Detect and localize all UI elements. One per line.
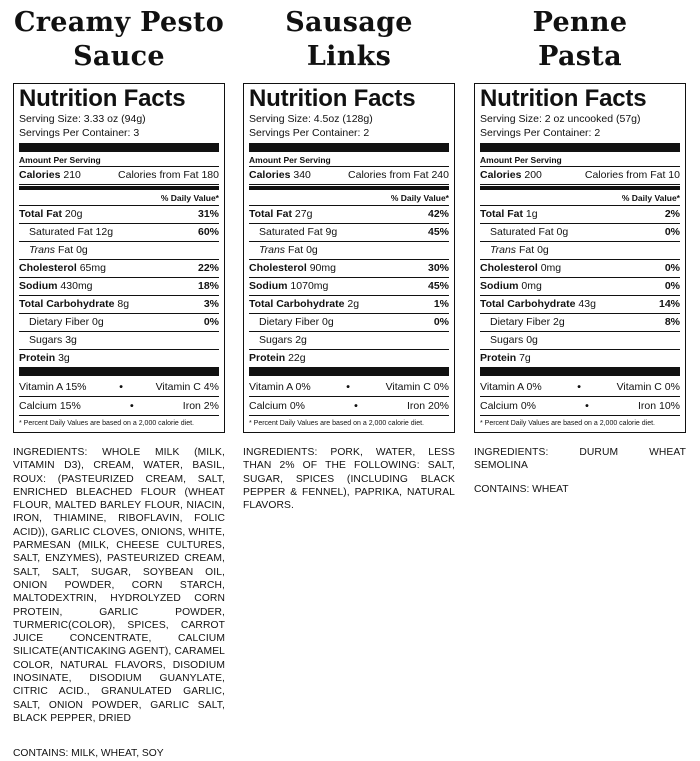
- nutrient-percent: 22%: [197, 262, 219, 274]
- nutrient-amount: 0mg: [540, 262, 562, 274]
- nutrient-row: [480, 242, 680, 260]
- nutrient-amount: 0g: [526, 334, 538, 346]
- nutrient-amount: 0g: [556, 226, 569, 238]
- calories-label: Calories: [480, 169, 522, 181]
- nutrient-label: Protein: [19, 352, 56, 364]
- bullet-icon: •: [577, 381, 581, 393]
- bullet-icon: •: [354, 400, 358, 412]
- nutrient-row: [19, 206, 219, 224]
- nutrient-label: Dietary Fiber: [490, 316, 551, 328]
- nutrient-percent: 0%: [433, 316, 449, 328]
- thick-divider: [249, 143, 449, 152]
- nutrient-amount: Fat 0g: [518, 244, 549, 256]
- nutrient-label: Trans: [29, 244, 56, 256]
- nutrient-label: Saturated Fat: [490, 226, 554, 238]
- iron: Iron 2%: [182, 400, 219, 412]
- nutrient-percent: 0%: [664, 280, 680, 292]
- nutrient-percent: 18%: [197, 280, 219, 292]
- nutrient-percent: 2%: [664, 208, 680, 220]
- ingredients-text: INGREDIENTS: DURUM WHEAT SEMOLINA: [474, 447, 686, 472]
- nutrient-label: Total Carbohydrate: [19, 298, 115, 310]
- nutrient-percent: 60%: [197, 226, 219, 238]
- vitamin-a: Vitamin A 15%: [19, 381, 87, 393]
- nutrient-amount: 2g: [553, 316, 565, 328]
- calories-from-fat: Calories from Fat 180: [118, 169, 219, 181]
- nutrient-percent: 8%: [664, 316, 680, 328]
- nutrient-row: [249, 296, 449, 314]
- calories-label: Calories: [249, 169, 291, 181]
- nutrient-percent: 0%: [664, 226, 680, 238]
- nutrient-amount: 43g: [578, 298, 596, 310]
- calcium: Calcium 0%: [249, 400, 306, 412]
- nutrient-label: Trans: [259, 244, 286, 256]
- nutrient-percent: 0%: [203, 316, 219, 328]
- product-title: [243, 0, 455, 80]
- nutrient-label: Cholesterol: [19, 262, 77, 274]
- nutrient-label: Cholesterol: [249, 262, 307, 274]
- nutrient-row: [249, 350, 449, 367]
- nutrient-amount: 12g: [95, 226, 114, 238]
- servings-per-container: Servings Per Container: 3: [19, 127, 140, 139]
- nutrient-row: [249, 260, 449, 278]
- thick-divider: [480, 367, 680, 376]
- nutrient-row: [19, 278, 219, 296]
- nutrient-label: Total Fat: [480, 208, 523, 220]
- nutrient-percent: 45%: [427, 280, 449, 292]
- allergen-contains: CONTAINS: MILK, WHEAT, SOY: [13, 748, 164, 760]
- nutrient-amount: 0g: [92, 316, 104, 328]
- product-title: [474, 0, 686, 80]
- nutrition-facts-panel: [474, 83, 686, 433]
- nutrient-row: [19, 242, 219, 260]
- nutrient-percent: 1%: [433, 298, 449, 310]
- nutrient-label: Sodium: [249, 280, 288, 292]
- nutrient-label: Total Carbohydrate: [249, 298, 345, 310]
- product-column: [474, 0, 686, 496]
- panel-title: Nutrition Facts: [19, 85, 186, 112]
- mineral-row: [480, 397, 680, 415]
- nutrient-row: [480, 350, 680, 367]
- nutrient-row: [19, 224, 219, 242]
- product-title-line: Sausage: [285, 7, 413, 38]
- nutrient-percent: 31%: [197, 208, 219, 220]
- nutrient-label: Total Fat: [249, 208, 292, 220]
- mineral-row: [19, 397, 219, 415]
- iron: Iron 20%: [406, 400, 449, 412]
- product-title-line: Links: [306, 41, 392, 72]
- daily-value-header: % Daily Value*: [480, 191, 680, 206]
- vitamin-c: Vitamin C 0%: [616, 381, 680, 393]
- nutrient-row: [480, 224, 680, 242]
- vitamin-row: [249, 378, 449, 397]
- vitamin-c: Vitamin C 4%: [155, 381, 219, 393]
- calories-row: [480, 167, 680, 185]
- calories-from-fat: Calories from Fat 240: [348, 169, 449, 181]
- nutrient-amount: 3g: [58, 352, 70, 364]
- nutrient-amount: 22g: [288, 352, 306, 364]
- nutrient-amount: 65mg: [79, 262, 106, 274]
- nutrient-amount: 20g: [64, 208, 83, 220]
- panel-title: Nutrition Facts: [249, 85, 416, 112]
- product-column: [243, 0, 455, 512]
- footnote: * Percent Daily Values are based on a 2,000 calorie diet.: [249, 415, 449, 429]
- amount-per-serving: Amount Per Serving: [249, 154, 449, 167]
- nutrient-label: Dietary Fiber: [29, 316, 90, 328]
- daily-value-header: % Daily Value*: [249, 191, 449, 206]
- nutrient-amount: Fat 0g: [57, 244, 88, 256]
- calories-label: Calories: [19, 169, 61, 181]
- nutrient-row: [480, 296, 680, 314]
- calories-value: 340: [293, 169, 311, 181]
- amount-per-serving: Amount Per Serving: [19, 154, 219, 167]
- bullet-icon: •: [346, 381, 350, 393]
- nutrient-row: [249, 206, 449, 224]
- product-title-line: Penne: [532, 7, 628, 38]
- medium-divider: [249, 186, 449, 190]
- nutrient-row: [249, 278, 449, 296]
- nutrient-amount: 3g: [65, 334, 77, 346]
- nutrient-row: [249, 224, 449, 242]
- nutrient-amount: 90mg: [309, 262, 336, 274]
- product-column: [13, 0, 225, 760]
- nutrient-row: [480, 314, 680, 332]
- vitamin-c: Vitamin C 0%: [385, 381, 449, 393]
- iron: Iron 10%: [637, 400, 680, 412]
- ingredients-text: INGREDIENTS: WHOLE MILK (MILK, VITAMIN D3), CREAM, WATER, BASIL, ROUX: (PASTEURIZED CREAM, SALT, ENRICHED BLEACHED FLOUR (WHEAT FLOUR, MALTED BARLEY FLOUR, NIACIN, IRON, THIAMINE, RIBOFLAVIN, FOLIC ACID)), GARLIC CLOVES, ONIONS, WHITE, PARMESAN (MILK, CHEESE CULTURES, SALT, ENZYMES), PASTEURIZED CREAM, SALT, SALT, SUGAR, SOYBEAN OIL, ONION POWDER, CORN STARCH, MALTODEXTRIN, HYDROLYZED CORN PROTEIN, GARLIC POWDER, TURMERIC(COLOR), SPICES, CARROT JUICE CONCENTRATE, CALCIUM SILICATE(ANTICAKING AGENT), CARAMEL COLOR, NATURAL FLAVORS, DISODIUM INOSINATE, DISODIUM GUANYLATE, CITRIC ACID., GRANULATED GARLIC, SALT, ONION POWDER, GARLIC SALT, BLACK PEPPER, DRIED: [13, 447, 225, 724]
- nutrient-percent: 30%: [427, 262, 449, 274]
- nutrient-label: Sugars: [490, 334, 524, 346]
- allergen-contains: CONTAINS: WHEAT: [474, 483, 569, 495]
- nutrient-amount: 2g: [295, 334, 307, 346]
- nutrient-label: Saturated Fat: [29, 226, 93, 238]
- nutrient-percent: 0%: [664, 262, 680, 274]
- nutrient-row: [19, 332, 219, 350]
- serving-size: Serving Size: 3.33 oz (94g): [19, 113, 146, 125]
- product-title-line: Sauce: [73, 41, 165, 72]
- calcium: Calcium 0%: [480, 400, 537, 412]
- nutrient-amount: Fat 0g: [287, 244, 318, 256]
- calories-row: [19, 167, 219, 185]
- panel-title: Nutrition Facts: [480, 85, 647, 112]
- product-title-line: Pasta: [538, 41, 622, 72]
- nutrient-row: [480, 278, 680, 296]
- nutrient-label: Dietary Fiber: [259, 316, 320, 328]
- bullet-icon: •: [119, 381, 123, 393]
- nutrient-row: [480, 206, 680, 224]
- calcium: Calcium 15%: [19, 400, 81, 412]
- ingredients-text: INGREDIENTS: PORK, WATER, LESS THAN 2% OF THE FOLLOWING: SALT, SUGAR, SPICES (INCLUDING BLACK PEPPER & FENNEL), PAPRIKA, NATURAL FLAVORS.: [243, 447, 455, 512]
- thick-divider: [249, 367, 449, 376]
- medium-divider: [480, 186, 680, 190]
- nutrient-row: [249, 332, 449, 350]
- servings-per-container: Servings Per Container: 2: [249, 127, 370, 139]
- nutrient-label: Total Fat: [19, 208, 62, 220]
- thick-divider: [19, 367, 219, 376]
- vitamin-a: Vitamin A 0%: [480, 381, 542, 393]
- mineral-row: [249, 397, 449, 415]
- nutrient-amount: 1070mg: [290, 280, 329, 292]
- nutrient-row: [249, 314, 449, 332]
- nutrient-amount: 7g: [519, 352, 531, 364]
- nutrient-row: [480, 260, 680, 278]
- nutrient-row: [480, 332, 680, 350]
- medium-divider: [19, 186, 219, 190]
- thick-divider: [480, 143, 680, 152]
- nutrition-facts-panel: [243, 83, 455, 433]
- nutrient-label: Sugars: [29, 334, 63, 346]
- nutrient-row: [249, 242, 449, 260]
- calories-value: 200: [524, 169, 542, 181]
- nutrient-label: Protein: [480, 352, 517, 364]
- nutrient-amount: 8g: [117, 298, 130, 310]
- servings-per-container: Servings Per Container: 2: [480, 127, 601, 139]
- product-title: [13, 0, 225, 80]
- nutrient-percent: 45%: [427, 226, 449, 238]
- vitamin-row: [19, 378, 219, 397]
- nutrient-percent: 42%: [427, 208, 449, 220]
- bullet-icon: •: [585, 400, 589, 412]
- nutrient-row: [19, 296, 219, 314]
- nutrient-label: Sodium: [480, 280, 519, 292]
- nutrient-label: Total Carbohydrate: [480, 298, 576, 310]
- nutrient-label: Saturated Fat: [259, 226, 323, 238]
- footnote: * Percent Daily Values are based on a 2,000 calorie diet.: [19, 415, 219, 429]
- thick-divider: [19, 143, 219, 152]
- calories-value: 210: [63, 169, 81, 181]
- nutrient-label: Protein: [249, 352, 286, 364]
- nutrient-amount: 430mg: [60, 280, 93, 292]
- nutrient-percent: 14%: [658, 298, 680, 310]
- nutrient-amount: 0g: [322, 316, 334, 328]
- nutrient-label: Trans: [490, 244, 517, 256]
- nutrient-row: [19, 314, 219, 332]
- serving-size: Serving Size: 2 oz uncooked (57g): [480, 113, 641, 125]
- calories-row: [249, 167, 449, 185]
- daily-value-header: % Daily Value*: [19, 191, 219, 206]
- serving-size: Serving Size: 4.5oz (128g): [249, 113, 373, 125]
- vitamin-row: [480, 378, 680, 397]
- calories-from-fat: Calories from Fat 10: [584, 169, 680, 181]
- nutrient-row: [19, 350, 219, 367]
- vitamin-a: Vitamin A 0%: [249, 381, 311, 393]
- nutrient-label: Sodium: [19, 280, 58, 292]
- footnote: * Percent Daily Values are based on a 2,000 calorie diet.: [480, 415, 680, 429]
- nutrient-amount: 1g: [525, 208, 538, 220]
- bullet-icon: •: [129, 400, 134, 412]
- product-title-line: Creamy Pesto: [13, 7, 225, 38]
- nutrient-amount: 0mg: [521, 280, 542, 292]
- nutrient-amount: 9g: [325, 226, 338, 238]
- nutrient-percent: 3%: [203, 298, 219, 310]
- nutrient-row: [19, 260, 219, 278]
- amount-per-serving: Amount Per Serving: [480, 154, 680, 167]
- nutrient-amount: 27g: [294, 208, 313, 220]
- nutrient-amount: 2g: [347, 298, 360, 310]
- nutrient-label: Cholesterol: [480, 262, 538, 274]
- nutrient-label: Sugars: [259, 334, 293, 346]
- nutrition-facts-panel: [13, 83, 225, 433]
